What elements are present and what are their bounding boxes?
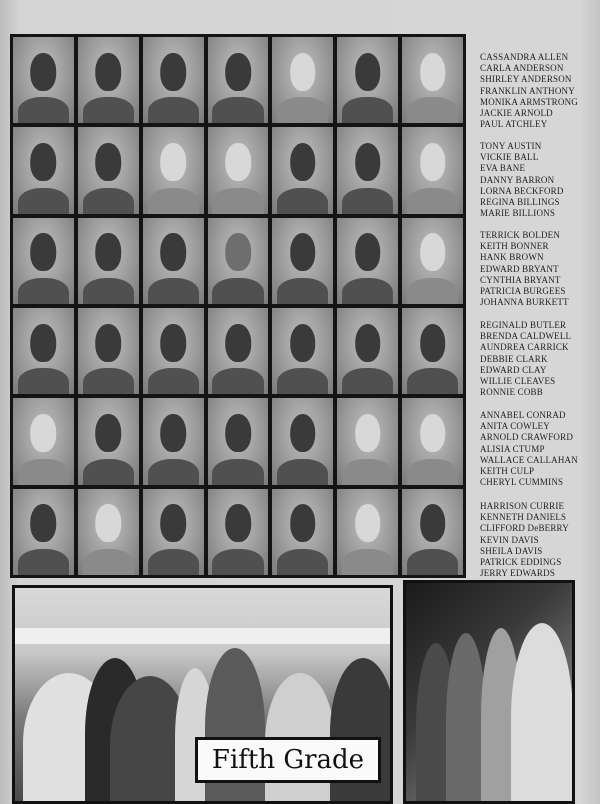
student-name: CHERYL CUMMINS	[480, 477, 564, 488]
student-portrait	[272, 308, 333, 394]
student-portrait	[337, 218, 398, 304]
student-portrait	[13, 127, 74, 213]
student-portrait	[78, 489, 139, 575]
student-name: TERRICK BOLDEN	[480, 230, 561, 240]
name-list-row-3	[480, 230, 596, 308]
student-portrait	[272, 37, 333, 123]
student-name: DANNY BARRON	[480, 174, 555, 185]
student-name: JERRY EDWARDS	[480, 568, 556, 579]
student-portrait	[402, 398, 463, 484]
student-name: SHIRLEY ANDERSON	[480, 74, 572, 85]
student-name: BRENDA CALDWELL	[480, 331, 572, 342]
student-name: WALLACE CALLAHAN	[480, 454, 578, 465]
student-portrait	[402, 489, 463, 575]
student-portrait	[143, 308, 204, 394]
student-name: KEITH BONNER	[480, 241, 549, 252]
name-list-row-6	[480, 501, 596, 579]
name-list-row-4	[480, 320, 596, 398]
student-portrait	[337, 398, 398, 484]
student-name: EVA BANE	[480, 163, 526, 174]
student-portrait	[78, 218, 139, 304]
student-portrait	[272, 218, 333, 304]
student-name: MARIE BILLIONS	[480, 208, 556, 219]
student-name: AUNDREA CARRICK	[480, 342, 569, 353]
student-name: KEVIN DAVIS	[480, 534, 539, 545]
student-name: MONIKA ARMSTRONG	[480, 96, 578, 107]
student-portrait	[78, 398, 139, 484]
student-name: TONY AUSTIN	[480, 141, 542, 151]
student-name: PATRICK EDDINGS	[480, 557, 562, 568]
student-name: ALISIA CTUMP	[480, 443, 545, 454]
student-portrait	[78, 37, 139, 123]
student-name: ANITA COWLEY	[480, 421, 550, 432]
student-name: LORNA BECKFORD	[480, 185, 564, 196]
student-portrait	[272, 127, 333, 213]
student-name: REGINA BILLINGS	[480, 197, 560, 208]
fifth-grade-banner	[195, 737, 381, 783]
student-portrait	[13, 37, 74, 123]
student-portrait	[13, 218, 74, 304]
student-name: JOHANNA BURKETT	[480, 297, 569, 308]
student-portrait	[143, 489, 204, 575]
student-portrait	[208, 308, 269, 394]
student-portrait	[402, 127, 463, 213]
student-portrait	[13, 489, 74, 575]
student-name: ANNABEL CONRAD	[480, 410, 566, 420]
student-name: PAUL ATCHLEY	[480, 119, 548, 130]
student-portrait	[13, 308, 74, 394]
student-name: REGINALD BUTLER	[480, 320, 567, 330]
student-name: CLIFFORD DeBERRY	[480, 523, 569, 534]
student-name: CASSANDRA ALLEN	[480, 52, 569, 62]
student-portrait	[208, 218, 269, 304]
student-name: WILLIE CLEAVES	[480, 376, 556, 387]
student-portrait	[143, 37, 204, 123]
student-name: RONNIE COBB	[480, 387, 543, 398]
student-name: SHEILA DAVIS	[480, 545, 543, 556]
student-portrait	[337, 308, 398, 394]
name-list-row-2	[480, 141, 596, 219]
student-portrait	[272, 489, 333, 575]
student-portrait	[78, 308, 139, 394]
student-name: PATRICIA BURGEES	[480, 286, 566, 297]
student-name: JACKIE ARNOLD	[480, 108, 553, 119]
student-portrait	[402, 308, 463, 394]
student-portrait	[337, 127, 398, 213]
student-portrait	[78, 127, 139, 213]
student-portrait	[337, 489, 398, 575]
name-list-row-5	[480, 410, 596, 488]
student-portrait	[143, 218, 204, 304]
student-name: KEITH CULP	[480, 466, 535, 477]
student-name: EDWARD CLAY	[480, 364, 547, 375]
student-portrait	[208, 127, 269, 213]
portrait-grid	[10, 34, 466, 578]
student-portrait	[208, 398, 269, 484]
student-name: CARLA ANDERSON	[480, 63, 564, 74]
student-name: ARNOLD CRAWFORD	[480, 432, 574, 443]
student-portrait	[143, 398, 204, 484]
student-name: HARRISON CURRIE	[480, 501, 565, 511]
student-name: EDWARD BRYANT	[480, 263, 559, 274]
student-name: DEBBIE CLARK	[480, 353, 548, 364]
student-portrait	[13, 398, 74, 484]
student-name: CYNTHIA BRYANT	[480, 274, 561, 285]
student-portrait	[402, 218, 463, 304]
student-name: VICKIE BALL	[480, 152, 539, 163]
student-portrait	[272, 398, 333, 484]
student-name: HANK BROWN	[480, 252, 544, 263]
student-portrait	[208, 489, 269, 575]
student-portrait	[402, 37, 463, 123]
name-list-row-1	[480, 52, 596, 130]
student-portrait	[337, 37, 398, 123]
group-photo-right	[403, 580, 575, 804]
banner-title: Fifth Grade	[211, 745, 365, 775]
student-name: FRANKLIN ANTHONY	[480, 85, 575, 96]
student-portrait	[143, 127, 204, 213]
student-name: KENNETH DANIELS	[480, 512, 567, 523]
student-portrait	[208, 37, 269, 123]
